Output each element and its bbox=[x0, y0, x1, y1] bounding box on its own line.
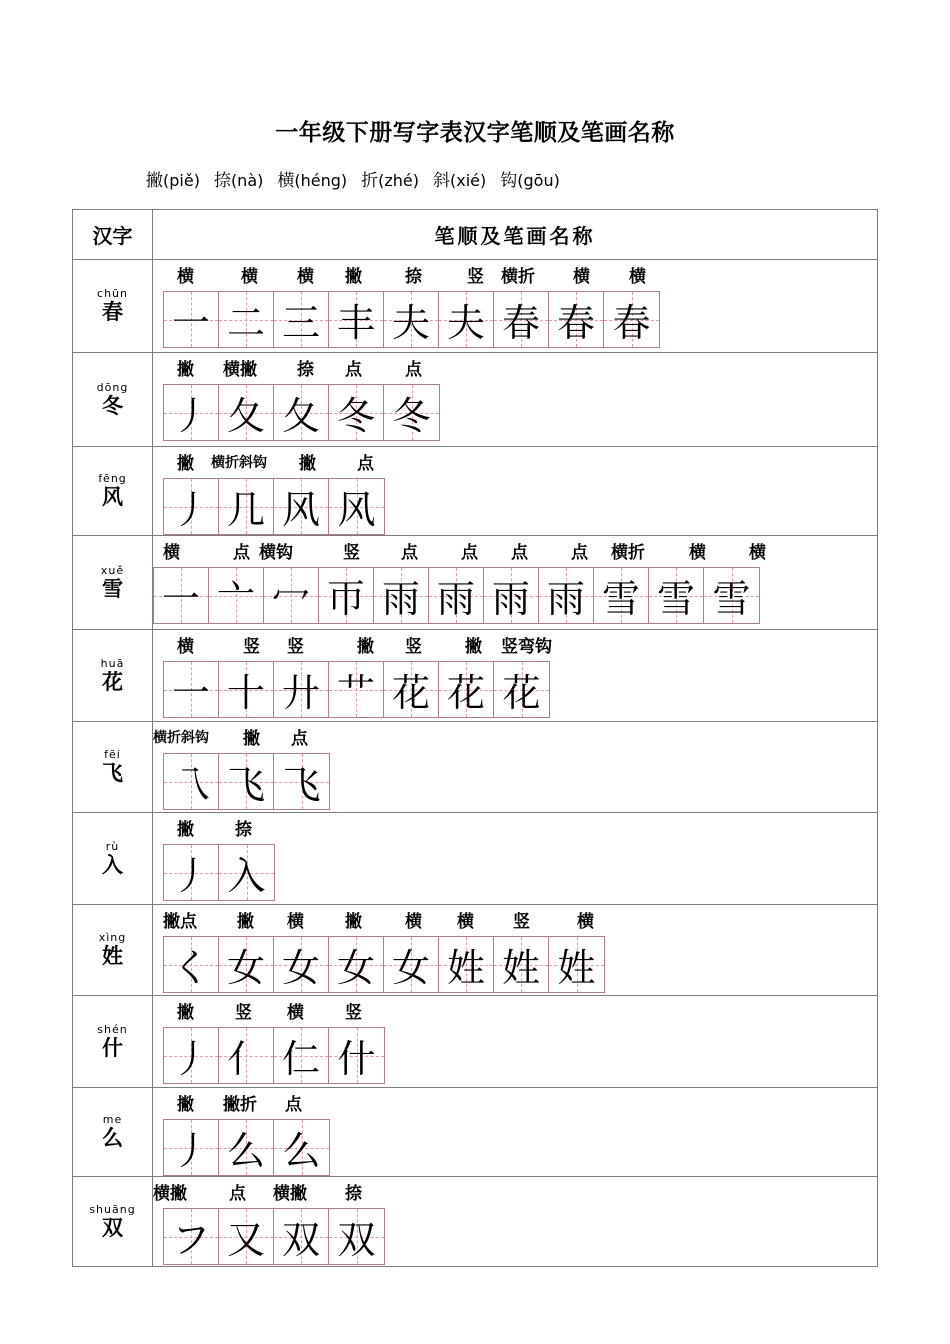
stroke-step-glyph: 风 bbox=[281, 488, 320, 532]
stroke-name: 横 bbox=[241, 267, 258, 287]
stroke-name: 撇点 bbox=[163, 912, 197, 932]
stroke-step-glyph: 帀 bbox=[326, 577, 365, 621]
stroke-name: 撇 bbox=[345, 912, 362, 932]
stroke-name: 点 bbox=[229, 1184, 246, 1204]
stroke-name: 撇 bbox=[345, 267, 362, 287]
tianzige-box bbox=[329, 292, 384, 347]
stroke-name: 撇 bbox=[177, 820, 194, 840]
stroke-name: 竖 bbox=[343, 543, 360, 563]
stroke-step-glyph: 亻 bbox=[226, 1037, 265, 1081]
tianzige-box bbox=[274, 937, 329, 992]
legend-item bbox=[500, 171, 560, 191]
stroke-step-glyph: 丿 bbox=[171, 394, 210, 438]
stroke-name: 横 bbox=[297, 267, 314, 287]
char-pinyin: rù bbox=[105, 839, 120, 853]
tianzige-box bbox=[274, 1028, 329, 1083]
tianzige-box bbox=[549, 292, 604, 347]
stroke-step-glyph: 入 bbox=[227, 854, 266, 898]
tianzige-box bbox=[274, 662, 329, 717]
stroke-name: 捺 bbox=[235, 820, 252, 840]
stroke-cell bbox=[153, 536, 878, 630]
stroke-name: 竖 bbox=[405, 637, 422, 657]
tianzige-box bbox=[164, 385, 219, 440]
stroke-name: 点 bbox=[571, 543, 588, 563]
stroke-cell bbox=[153, 813, 878, 905]
stroke-order-grid bbox=[163, 936, 605, 993]
stroke-cell bbox=[153, 260, 878, 353]
tianzige-box bbox=[219, 662, 274, 717]
tianzige-box bbox=[219, 479, 274, 534]
stroke-name: 横折 bbox=[501, 267, 535, 287]
stroke-step-glyph: 雪 bbox=[601, 577, 640, 621]
table-row bbox=[73, 905, 878, 996]
tianzige-box bbox=[164, 937, 219, 992]
stroke-name: 横 bbox=[577, 912, 594, 932]
stroke-name: 横 bbox=[689, 543, 706, 563]
stroke-legend bbox=[146, 166, 574, 191]
tianzige-box bbox=[264, 568, 319, 623]
tianzige-box bbox=[164, 1028, 219, 1083]
stroke-name: 撇 bbox=[177, 1003, 194, 1023]
legend-stroke-name: 捺 bbox=[213, 171, 231, 191]
tianzige-box bbox=[164, 754, 219, 809]
stroke-name: 横 bbox=[457, 912, 474, 932]
stroke-step-glyph: フ bbox=[171, 1218, 210, 1262]
stroke-step-glyph: 一 bbox=[161, 577, 200, 621]
stroke-name: 撇 bbox=[177, 1095, 194, 1115]
stroke-names bbox=[153, 1090, 873, 1114]
stroke-name: 横折斜钩 bbox=[153, 730, 209, 746]
legend-item bbox=[277, 171, 347, 191]
char-cell bbox=[73, 905, 153, 996]
char-cell bbox=[73, 1088, 153, 1177]
stroke-names bbox=[153, 907, 873, 931]
char-hanzi: 姓 bbox=[102, 944, 123, 968]
stroke-name: 竖弯钩 bbox=[501, 637, 552, 657]
stroke-step-glyph: 飞 bbox=[282, 763, 321, 807]
tianzige-box bbox=[164, 845, 219, 900]
char-cell bbox=[73, 813, 153, 905]
stroke-name: 撇 bbox=[357, 637, 374, 657]
char-hanzi: 双 bbox=[102, 1215, 123, 1240]
legend-stroke-name: 斜 bbox=[433, 171, 451, 191]
stroke-name: 横 bbox=[405, 912, 422, 932]
stroke-step-glyph: 女 bbox=[281, 946, 320, 990]
stroke-step-glyph: 丿 bbox=[171, 488, 210, 532]
char-hanzi: 春 bbox=[102, 300, 123, 324]
stroke-step-glyph: 亠 bbox=[216, 577, 255, 621]
tianzige-box bbox=[274, 292, 329, 347]
stroke-name: 横折 bbox=[611, 543, 645, 563]
stroke-step-glyph: 什 bbox=[337, 1037, 376, 1081]
table-row bbox=[73, 722, 878, 813]
legend-pinyin: (xié) bbox=[450, 171, 487, 190]
legend-pinyin: (piě) bbox=[163, 171, 200, 190]
tianzige-box bbox=[219, 385, 274, 440]
stroke-step-glyph: 姓 bbox=[557, 946, 596, 990]
char-hanzi: 风 bbox=[102, 485, 123, 509]
tianzige-box bbox=[164, 1120, 219, 1175]
stroke-step-glyph: 春 bbox=[556, 301, 595, 345]
tianzige-box bbox=[219, 1120, 274, 1175]
stroke-step-glyph: 飞 bbox=[226, 763, 265, 807]
tianzige-box bbox=[494, 662, 549, 717]
tianzige-box bbox=[439, 662, 494, 717]
char-hanzi: 花 bbox=[102, 669, 123, 694]
tianzige-box bbox=[164, 1209, 219, 1264]
tianzige-box bbox=[384, 937, 439, 992]
stroke-name: 横折斜钩 bbox=[211, 455, 267, 471]
stroke-name: 撇折 bbox=[223, 1095, 257, 1115]
stroke-order-grid bbox=[163, 844, 275, 901]
legend-stroke-name: 横 bbox=[277, 171, 295, 191]
stroke-step-glyph: 丿 bbox=[171, 854, 210, 898]
stroke-step-glyph: 风 bbox=[337, 488, 376, 532]
stroke-cell bbox=[153, 447, 878, 536]
char-pinyin: xuě bbox=[100, 563, 125, 577]
tianzige-box bbox=[374, 568, 429, 623]
tianzige-box bbox=[329, 1028, 384, 1083]
tianzige-box bbox=[384, 662, 439, 717]
table-row bbox=[73, 536, 878, 630]
legend-stroke-name: 钩 bbox=[500, 171, 518, 191]
stroke-name: 点 bbox=[511, 543, 528, 563]
stroke-name: 横 bbox=[629, 267, 646, 287]
stroke-step-glyph: 二 bbox=[226, 301, 265, 345]
table-row bbox=[73, 813, 878, 905]
stroke-name: 竖 bbox=[287, 637, 304, 657]
stroke-cell bbox=[153, 353, 878, 447]
stroke-step-glyph: 么 bbox=[282, 1129, 321, 1173]
stroke-step-glyph: 一 bbox=[171, 671, 210, 715]
page-title: 一年级下册写字表汉字笔顺及笔画名称 bbox=[275, 120, 675, 146]
tianzige-box bbox=[604, 292, 659, 347]
stroke-order-grid bbox=[163, 384, 440, 441]
stroke-step-glyph: 三 bbox=[281, 301, 320, 345]
char-hanzi: 入 bbox=[102, 852, 123, 877]
tianzige-box bbox=[209, 568, 264, 623]
tianzige-box bbox=[319, 568, 374, 623]
char-cell bbox=[73, 722, 153, 813]
tianzige-box bbox=[649, 568, 704, 623]
stroke-name: 横 bbox=[177, 267, 194, 287]
tianzige-box bbox=[594, 568, 649, 623]
stroke-step-glyph: 雨 bbox=[491, 577, 530, 621]
stroke-names bbox=[153, 449, 873, 473]
table-row bbox=[73, 630, 878, 722]
stroke-name: 横 bbox=[749, 543, 766, 563]
legend-item bbox=[146, 171, 200, 191]
table-row bbox=[73, 1177, 878, 1267]
stroke-step-glyph: 冬 bbox=[392, 394, 431, 438]
stroke-step-glyph: 丿 bbox=[171, 1129, 210, 1173]
tianzige-box bbox=[274, 385, 329, 440]
char-cell bbox=[73, 447, 153, 536]
stroke-step-glyph: 丰 bbox=[336, 301, 375, 345]
stroke-step-glyph: 女 bbox=[226, 946, 265, 990]
char-cell bbox=[73, 353, 153, 447]
tianzige-box bbox=[219, 845, 274, 900]
table-row bbox=[73, 996, 878, 1088]
stroke-names bbox=[153, 538, 873, 562]
stroke-name: 撇 bbox=[177, 360, 194, 380]
tianzige-box bbox=[384, 385, 439, 440]
stroke-step-glyph: 几 bbox=[226, 488, 265, 532]
tianzige-box bbox=[329, 479, 384, 534]
table-row bbox=[73, 1088, 878, 1177]
stroke-name: 横 bbox=[287, 912, 304, 932]
stroke-names bbox=[153, 998, 873, 1022]
stroke-name: 撇 bbox=[465, 637, 482, 657]
stroke-name: 横 bbox=[163, 543, 180, 563]
tianzige-box bbox=[429, 568, 484, 623]
char-pinyin: fēi bbox=[104, 748, 121, 761]
legend-item bbox=[361, 171, 419, 191]
tianzige-box bbox=[274, 479, 329, 534]
stroke-order-grid bbox=[163, 478, 385, 535]
stroke-name: 撇 bbox=[177, 454, 194, 474]
tianzige-box bbox=[329, 937, 384, 992]
tianzige-box bbox=[329, 1209, 384, 1264]
char-pinyin: shén bbox=[97, 1022, 128, 1036]
legend-pinyin: (héng) bbox=[294, 171, 348, 190]
char-pinyin: xìng bbox=[98, 931, 127, 944]
stroke-name: 竖 bbox=[345, 1003, 362, 1023]
char-hanzi: 雪 bbox=[102, 576, 123, 601]
stroke-names bbox=[153, 355, 873, 379]
table-row bbox=[73, 353, 878, 447]
stroke-step-glyph: 雨 bbox=[546, 577, 585, 621]
tianzige-box bbox=[439, 292, 494, 347]
tianzige-box bbox=[494, 937, 549, 992]
stroke-step-glyph: 冬 bbox=[336, 394, 375, 438]
stroke-cell bbox=[153, 996, 878, 1088]
tianzige-box bbox=[484, 568, 539, 623]
stroke-name: 横撇 bbox=[273, 1184, 307, 1204]
stroke-step-glyph: 冖 bbox=[271, 577, 310, 621]
stroke-order-grid bbox=[163, 291, 660, 348]
stroke-names bbox=[153, 815, 873, 839]
stroke-step-glyph: 姓 bbox=[501, 946, 540, 990]
stroke-name: 点 bbox=[291, 729, 308, 749]
stroke-step-glyph: 艹 bbox=[336, 671, 375, 715]
header-char: 汉字 bbox=[73, 210, 153, 260]
stroke-order-grid bbox=[153, 567, 760, 624]
stroke-step-glyph: 姓 bbox=[446, 946, 485, 990]
stroke-order-table bbox=[72, 209, 878, 1267]
stroke-name: 点 bbox=[357, 454, 374, 474]
stroke-name: 横撇 bbox=[223, 360, 257, 380]
stroke-name: 点 bbox=[285, 1095, 302, 1115]
stroke-step-glyph: 花 bbox=[446, 671, 485, 715]
header-strokes: 笔顺及笔画名称 bbox=[153, 210, 878, 260]
stroke-name: 捺 bbox=[297, 360, 314, 380]
stroke-cell bbox=[153, 905, 878, 996]
legend-pinyin: (zhé) bbox=[378, 171, 420, 190]
tianzige-box bbox=[439, 937, 494, 992]
tianzige-box bbox=[329, 662, 384, 717]
stroke-step-glyph: 夫 bbox=[391, 301, 430, 345]
stroke-step-glyph: 十 bbox=[226, 671, 265, 715]
tianzige-box bbox=[219, 1209, 274, 1264]
stroke-names bbox=[153, 632, 873, 656]
char-hanzi: 么 bbox=[102, 1126, 123, 1150]
legend-pinyin: (nà) bbox=[230, 171, 264, 190]
stroke-name: 捺 bbox=[345, 1184, 362, 1204]
stroke-step-glyph: 女 bbox=[336, 946, 375, 990]
stroke-step-glyph: 雪 bbox=[712, 577, 751, 621]
tianzige-box bbox=[549, 937, 604, 992]
stroke-step-glyph: 雪 bbox=[656, 577, 695, 621]
stroke-name: 竖 bbox=[235, 1003, 252, 1023]
char-hanzi: 冬 bbox=[102, 393, 123, 418]
tianzige-box bbox=[219, 754, 274, 809]
tianzige-box bbox=[164, 662, 219, 717]
stroke-name: 点 bbox=[461, 543, 478, 563]
stroke-name: 点 bbox=[345, 360, 362, 380]
stroke-step-glyph: 么 bbox=[226, 1129, 265, 1173]
tianzige-box bbox=[219, 937, 274, 992]
tianzige-box bbox=[274, 754, 329, 809]
legend-item bbox=[214, 171, 263, 191]
stroke-step-glyph: 春 bbox=[612, 301, 651, 345]
char-pinyin: shuāng bbox=[89, 1202, 136, 1216]
stroke-name: 撇 bbox=[237, 912, 254, 932]
char-cell bbox=[73, 630, 153, 722]
legend-item bbox=[433, 171, 486, 191]
char-cell bbox=[73, 260, 153, 353]
char-pinyin: dōng bbox=[96, 380, 129, 394]
stroke-step-glyph: 廾 bbox=[281, 671, 320, 715]
stroke-name: 竖 bbox=[513, 912, 530, 932]
table-row bbox=[73, 260, 878, 353]
stroke-step-glyph: 花 bbox=[502, 671, 541, 715]
char-cell bbox=[73, 536, 153, 630]
stroke-step-glyph: 丿 bbox=[171, 1037, 210, 1081]
stroke-step-glyph: 雨 bbox=[381, 577, 420, 621]
stroke-step-glyph: 一 bbox=[171, 301, 210, 345]
stroke-names bbox=[153, 1179, 873, 1203]
tianzige-box bbox=[494, 292, 549, 347]
tianzige-box bbox=[539, 568, 594, 623]
stroke-step-glyph: 女 bbox=[391, 946, 430, 990]
char-pinyin: fēng bbox=[98, 472, 127, 485]
stroke-step-glyph: 双 bbox=[281, 1218, 320, 1262]
stroke-step-glyph: 春 bbox=[501, 301, 540, 345]
legend-stroke-name: 折 bbox=[361, 171, 379, 191]
stroke-step-glyph: 又 bbox=[226, 1218, 265, 1262]
stroke-name: 横 bbox=[177, 637, 194, 657]
stroke-cell bbox=[153, 1177, 878, 1267]
tianzige-box bbox=[219, 292, 274, 347]
stroke-order-grid bbox=[163, 753, 330, 810]
stroke-name: 竖 bbox=[467, 267, 484, 287]
stroke-step-glyph: 雨 bbox=[436, 577, 475, 621]
stroke-name: 横 bbox=[287, 1003, 304, 1023]
legend-stroke-name: 撇 bbox=[146, 171, 163, 191]
tianzige-box bbox=[164, 479, 219, 534]
stroke-order-grid bbox=[163, 1119, 330, 1176]
tianzige-box bbox=[384, 292, 439, 347]
tianzige-box bbox=[329, 385, 384, 440]
tianzige-box bbox=[274, 1120, 329, 1175]
stroke-cell bbox=[153, 722, 878, 813]
stroke-step-glyph: 夂 bbox=[281, 394, 320, 438]
char-pinyin: chūn bbox=[97, 287, 128, 300]
stroke-step-glyph: 夫 bbox=[446, 301, 485, 345]
char-cell bbox=[73, 996, 153, 1088]
stroke-name: 横钩 bbox=[259, 543, 293, 563]
stroke-order-grid bbox=[163, 1208, 385, 1265]
stroke-cell bbox=[153, 630, 878, 722]
stroke-step-glyph: 双 bbox=[337, 1218, 376, 1262]
tianzige-box bbox=[154, 568, 209, 623]
stroke-step-glyph: く bbox=[171, 946, 210, 990]
stroke-step-glyph: 仁 bbox=[281, 1037, 320, 1081]
stroke-step-glyph: 乁 bbox=[171, 763, 210, 807]
stroke-name: 横撇 bbox=[153, 1184, 187, 1204]
stroke-names bbox=[153, 262, 873, 286]
stroke-name: 捺 bbox=[405, 267, 422, 287]
stroke-cell bbox=[153, 1088, 878, 1177]
stroke-name: 点 bbox=[233, 543, 250, 563]
tianzige-box bbox=[164, 292, 219, 347]
legend-pinyin: (gōu) bbox=[517, 171, 560, 190]
stroke-order-grid bbox=[163, 1027, 385, 1084]
stroke-name: 竖 bbox=[243, 637, 260, 657]
table-row bbox=[73, 447, 878, 536]
stroke-order-grid bbox=[163, 661, 550, 718]
tianzige-box bbox=[274, 1209, 329, 1264]
stroke-name: 横 bbox=[573, 267, 590, 287]
tianzige-box bbox=[219, 1028, 274, 1083]
char-pinyin: huā bbox=[100, 656, 125, 670]
stroke-name: 点 bbox=[401, 543, 418, 563]
char-pinyin: me bbox=[102, 1113, 123, 1126]
char-hanzi: 什 bbox=[102, 1035, 123, 1060]
stroke-name: 撇 bbox=[243, 729, 260, 749]
char-hanzi: 飞 bbox=[102, 761, 123, 785]
stroke-step-glyph: 夂 bbox=[226, 394, 265, 438]
stroke-names bbox=[153, 724, 873, 748]
stroke-step-glyph: 花 bbox=[391, 671, 430, 715]
tianzige-box bbox=[704, 568, 759, 623]
stroke-name: 点 bbox=[405, 360, 422, 380]
char-cell bbox=[73, 1177, 153, 1267]
stroke-name: 撇 bbox=[299, 454, 316, 474]
